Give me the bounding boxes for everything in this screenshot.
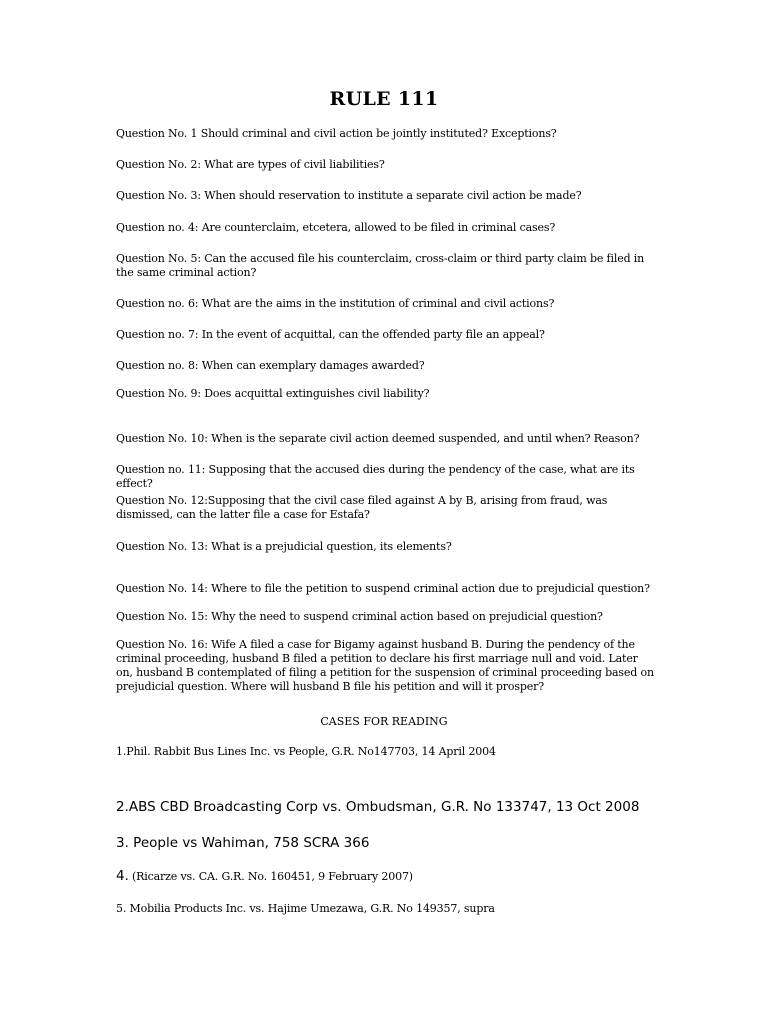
question-8: Question no. 8: When can exemplary damages awarded? bbox=[116, 359, 425, 372]
question-6: Question no. 6: What are the aims in the institution of criminal and civil actions? bbox=[116, 297, 555, 310]
case-4-text: (Ricarze vs. CA. G.R. No. 160451, 9 February 2007) bbox=[128, 870, 413, 883]
question-4: Question no. 4: Are counterclaim, etcetera, allowed to be filed in criminal cases? bbox=[116, 221, 556, 234]
question-2: Question No. 2: What are types of civil liabilities? bbox=[116, 158, 385, 171]
page-title: RULE 111 bbox=[329, 88, 439, 110]
case-3: 3. People vs Wahiman, 758 SCRA 366 bbox=[116, 835, 370, 851]
question-1: Question No. 1 Should criminal and civil action be jointly instituted? Exceptions? bbox=[116, 127, 557, 140]
question-11: Question no. 11: Supposing that the accused dies during the pendency of the case, what are its effect? bbox=[116, 463, 635, 490]
question-13: Question No. 13: What is a prejudicial question, its elements? bbox=[116, 540, 452, 553]
case-4 bbox=[116, 869, 656, 884]
question-5: Question No. 5: Can the accused file his counterclaim, cross-claim or third party claim be filed in the same criminal action? bbox=[116, 252, 645, 279]
question-16: Question No. 16: Wife A filed a case for Bigamy against husband B. During the pendency of the criminal proceeding, husband B filed a petition to declare his first marriage null and void. Later on, husband B contemplated of filing a petition for the suspension of criminal proceeding based on prejudicial question. Where will husband B file his petition and will it prosper? bbox=[116, 638, 654, 693]
question-7: Question no. 7: In the event of acquittal, can the offended party file an appeal? bbox=[116, 328, 545, 341]
question-10: Question No. 10: When is the separate civil action deemed suspended, and until when? Reason? bbox=[116, 432, 640, 445]
cases-heading: CASES FOR READING bbox=[320, 715, 448, 728]
question-3: Question No. 3: When should reservation to institute a separate civil action be made? bbox=[116, 189, 582, 202]
case-1: 1.Phil. Rabbit Bus Lines Inc. vs People, G.R. No147703, 14 April 2004 bbox=[116, 745, 496, 758]
case-4-number: 4. bbox=[116, 868, 129, 884]
question-9: Question No. 9: Does acquittal extinguishes civil liability? bbox=[116, 387, 430, 400]
question-12: Question No. 12:Supposing that the civil case filed against A by B, arising from fraud, was dismissed, can the latter file a case for Estafa? bbox=[116, 494, 608, 521]
question-15: Question No. 15: Why the need to suspend criminal action based on prejudicial question? bbox=[116, 610, 603, 623]
case-2: 2.ABS CBD Broadcasting Corp vs. Ombudsman, G.R. No 133747, 13 Oct 2008 bbox=[116, 799, 640, 815]
question-14: Question No. 14: Where to file the petition to suspend criminal action due to prejudicial question? bbox=[116, 582, 650, 595]
case-5: 5. Mobilia Products Inc. vs. Hajime Umezawa, G.R. No 149357, supra bbox=[116, 902, 495, 915]
